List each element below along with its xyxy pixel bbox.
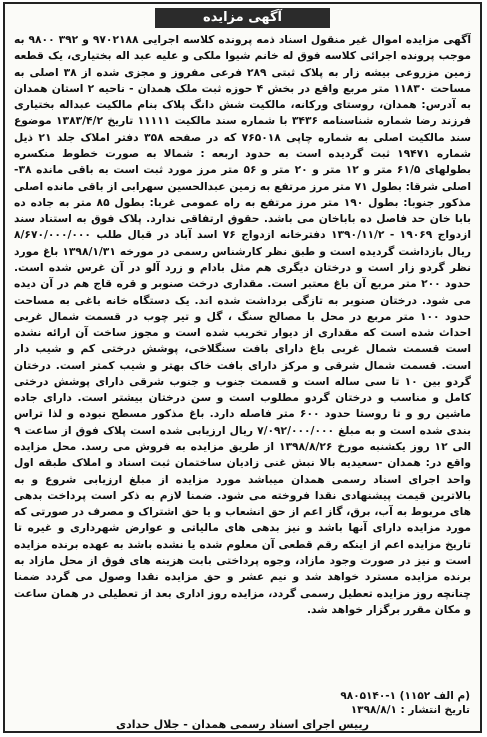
- notice-body: آگهی مزایده اموال غیر منقول اسناد ذمه پرونده کلاسه اجرایی ۹۷۰۲۱۸۸ و ۳۹۲ ۹۸۰۰ به موجب پرونده اجرائی کلاسه فوق له خانم شیوا ملکی و علیه عبد اله بختیاری، یک قطعه زمین مزروعی بیشه زار به پلاک ثبتی ۲۸۹ فرعی مفروز و مجزی شده از ۳۸ اصلی به مساحت ۱۱۸۳۰ متر مربع واقع در بخش ۴ حوزه ثبت ملک همدان - ناحیه ۲ استان همدان به آدرس: همدان، روستای ورکانه، مالکیت شش دانگ پلاک بنام مالکیت عبداله بختیاری فرزند رضا شماره شناسنامه ۳۴۳۶ با شماره سند مالکیت ۱۱۱۱۱ تاریخ ۱۳۸۳/۴/۲ موضوع سند مالکیت اصلی به شماره چاپی ۷۶۵۰۱۸ که در صفحه ۳۵۸ دفتر املاک جلد ۲۱ ذیل شماره ۱۹۴۷۱ ثبت گردیده است به حدود اربعه : شمالا به صورت خطوط منکسره بطولهای ۶۱/۵ متر و ۱۲ متر و ۲۰ متر و ۵۶ متر مرز مورد ثبت است به باقی مانده ۳۸-اصلی شرقا: بطول ۷۱ متر مرز مرتفع به زمین عبدالحسین سهرابی از باقی مانده اصلی مذکور جنوبا: بطول ۱۹۰ متر مرز مرتفع به راه عمومی غربا: بطول ۸۵ متر به جاده ده بابا خان حد فاصل ده باباخان می باشد. حقوق ارتفاقی ندارد. پلاک فوق به استناد سند ازدواج ۱۹۰۶۹ - ۱۳۹۰/۱۱/۲ دفترخانه ازدواج ۷۶ اسد آباد در قبال طلب ۸/۶۷۰/۰۰۰/۰۰۰ ریال بازداشت گردیده است و طبق نظر کارشناس رسمی در مورخه ۱۳۹۸/۱/۳۱ باغ مورد نظر گردو زار است و درختان دیگری هم مثل بادام و زرد آلو در آن غرس شده است. حدود ۲۰۰ متر مربع آن باغ معتبر است. مقداری درخت صنوبر و قره قاج هم در آن دیده می شود. درختان صنوبر به تازگی برداشت شده اند. یک دستگاه خانه باغی به مساحت حدود ۱۰۰ متر مربع در محل با مصالح سنگ ، گل و تیر چوب در قسمت شمال غربی احداث شده است که مقداری از دیوار تخریب شده است و مجوز ساخت آن ارائه نشده است قسمت شمال غربی باغ دارای بافت سنگلاخی، پوشش درختی کم و شیب دار است. قسمت شمال شرقی و مرکز دارای بافت خاک بهتر و شیب کمتر است. درختان گردو بین ۱۰ تا سی ساله است و قسمت جنوب و جنوب شرقی دارای پوشش درختی کامل و مناسب و درختان گردو مطلوب است و سن درختان بیشتر است. دارای جاده ماشین رو و تا روستا حدود ۶۰۰ متر فاصله دارد. باغ مذکور مسطح نبوده و لذا تراس بندی شده است و به مبلغ ۷/۰۹۲/۰۰۰/۰۰۰ ریال ارزیابی شده است پلاک فوق از ساعت ۹ الی ۱۲ روز یکشنبه مورخ ۱۳۹۸/۸/۲۶ از طریق مزایده به فروش می رسد. محل مزایده واقع در: همدان -سعیدیه بالا نبش غنی زادیان ساختمان ثبت اسناد و املاک طبقه اول واحد اجرای اسناد رسمی همدان میباشد مورد مزایده از مبلغ ارزیابی شروع و به بالاترین قیمت پیشنهادی نقدا فروخته می شود. ضمنا لازم به ذکر است پرداخت بدهی های مربوط به آب، برق، گاز اعم از حق انشعاب و یا حق اشتراک و مصرف در صورتی که مورد مزایده دارای آنها باشد و نیز بدهی های مالیاتی و عوارض شهرداری و غیره تا تاریخ مزایده اعم از اینکه رقم قطعی آن معلوم شده یا نشده باشد به عهده برنده مزایده است و نیز در صورت وجود مازاد، وجوه پرداختی بابت هزینه های فوق از محل مازاد به برنده مزایده مسترد خواهد شد و نیم عشر و حق مزایده نقدا وصول می گردد ضمنا چنانچه روز مزایده تعطیل رسمی گردد، مزایده روز اداری بعد از تعطیلی در همان ساعت و مکان مقرر برگزار خواهد شد.: [14, 33, 471, 616]
- notice-title: آگهی مزایده: [155, 8, 330, 28]
- auction-notice: [3, 2, 482, 733]
- signature: رییس اجرای اسناد رسمی همدان - جلال حدادی: [116, 718, 369, 731]
- reference-number: (م الف ۱۱۵۲) ۱-۹۸۰۵۱۴۰: [340, 690, 470, 702]
- publish-date: تاریخ انتشار : ۱۳۹۸/۸/۱: [350, 704, 470, 716]
